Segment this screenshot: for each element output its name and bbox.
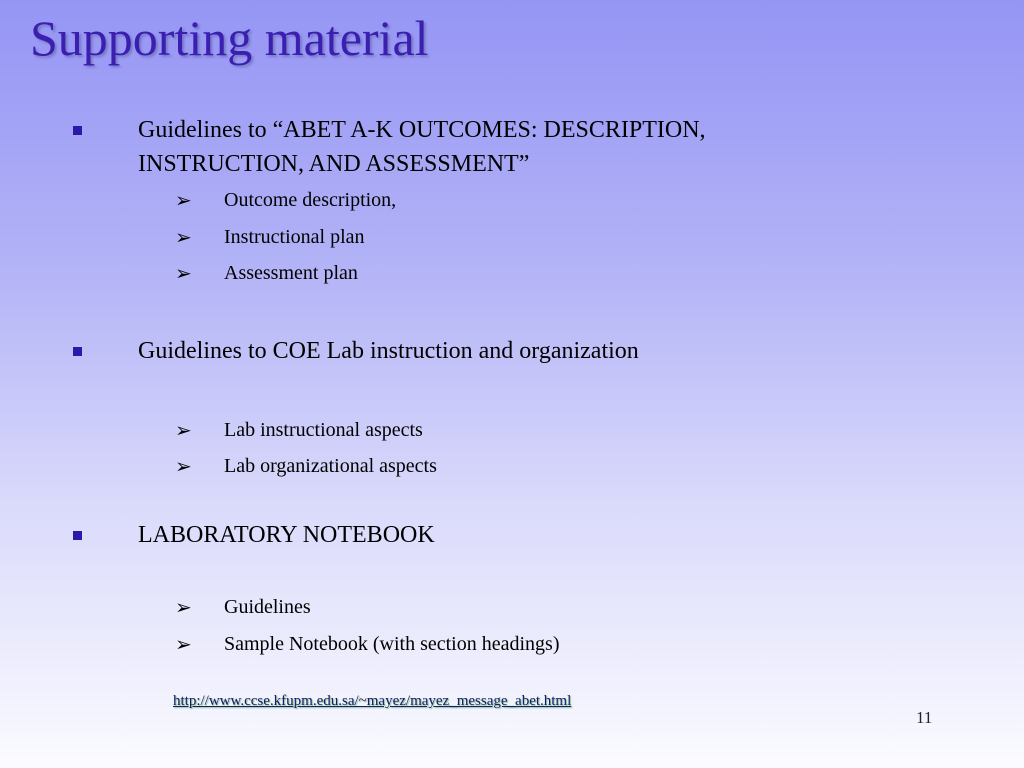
reference-link[interactable]: http://www.ccse.kfupm.edu.sa/~mayez/mayez_message_abet.html xyxy=(173,693,572,709)
arrow-bullet-icon: ➢ xyxy=(175,454,192,478)
arrow-bullet-icon: ➢ xyxy=(175,261,192,285)
section-heading xyxy=(138,113,858,181)
list-item: Guidelines xyxy=(224,596,311,618)
list-item: Instructional plan xyxy=(224,226,365,248)
page-number: 11 xyxy=(916,708,933,727)
arrow-bullet-icon: ➢ xyxy=(175,595,192,619)
list-item: Lab instructional aspects xyxy=(224,419,423,441)
arrow-bullet-icon: ➢ xyxy=(175,632,192,656)
page-title: Supporting material xyxy=(30,10,429,66)
square-bullet-icon xyxy=(73,347,82,356)
section-heading-pre: Guidelines to xyxy=(138,117,273,143)
list-item: Lab organizational aspects xyxy=(224,455,437,477)
arrow-bullet-icon: ➢ xyxy=(175,418,192,442)
list-item: Sample Notebook (with section headings) xyxy=(224,633,560,655)
section-heading: LABORATORY NOTEBOOK xyxy=(138,522,435,548)
list-item: Assessment plan xyxy=(224,262,358,284)
arrow-bullet-icon: ➢ xyxy=(175,225,192,249)
section-heading-post: “ABET A-K OUTCOMES: DESCRIPTION, INSTRUCTION, AND ASSESSMENT” xyxy=(138,117,706,177)
square-bullet-icon xyxy=(73,126,82,135)
arrow-bullet-icon: ➢ xyxy=(175,188,192,212)
section-heading: Guidelines to COE Lab instruction and organization xyxy=(138,338,639,364)
square-bullet-icon xyxy=(73,531,82,540)
list-item: Outcome description, xyxy=(224,189,397,211)
